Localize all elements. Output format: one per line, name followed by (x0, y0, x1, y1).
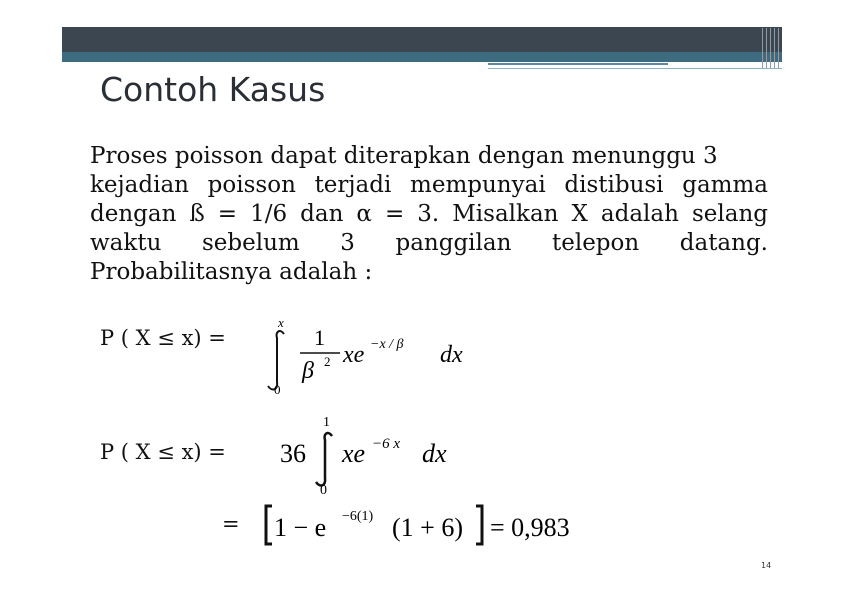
header-side-lines (760, 28, 782, 68)
equation2-formula (280, 410, 480, 496)
equation3-formula (262, 498, 612, 552)
exponent: −6(1) (342, 509, 374, 524)
equation2-lhs: P ( X ≤ x) = (100, 440, 226, 464)
integral-lower-limit: 0 (274, 382, 281, 397)
integral-sign (316, 433, 332, 485)
right-bracket (476, 506, 482, 544)
denominator-exponent: 2 (324, 354, 331, 369)
integral-lower-limit: 0 (320, 483, 327, 496)
left-bracket (266, 506, 272, 544)
slide-title: Contoh Kasus (100, 70, 326, 109)
equation1-lhs: P ( X ≤ x) = (100, 326, 226, 350)
equation3-lhs: = (222, 512, 240, 536)
problem-paragraph: Proses poisson dapat diterapkan dengan menunggu 3 kejadian poisson terjadi mempunyai distibusi gamma dengan ß = 1/6 dan α = 3. Misalkan X adalah selang waktu sebelum 3 panggilan telepon datang. Probabilitasnya adalah : (90, 143, 768, 285)
page-number: 14 (761, 561, 772, 570)
integral-sign (268, 331, 284, 389)
integrand-exponent: −6 x (372, 436, 401, 452)
differential: dx (440, 342, 463, 368)
integrand-body: xe (342, 439, 366, 468)
equation1-formula (262, 312, 492, 398)
header-dark-bar (62, 27, 782, 52)
differential: dx (422, 439, 447, 468)
bracket-term-2: (1 + 6) (392, 513, 463, 542)
bracket-term-1: 1 − e (274, 513, 327, 542)
fraction-denominator: β (302, 358, 314, 384)
header-accent-line-thin (488, 68, 782, 69)
header-teal-bar (62, 52, 782, 62)
result-value: = 0,983 (490, 513, 570, 542)
header-accent-line (488, 63, 668, 65)
integral-upper-limit: 1 (323, 415, 330, 430)
coefficient: 36 (280, 439, 306, 468)
integrand-body: xe (343, 342, 365, 368)
integrand-exponent: −x / β (370, 337, 404, 352)
integral-upper-limit: x (278, 315, 284, 330)
fraction-numerator: 1 (314, 325, 325, 350)
